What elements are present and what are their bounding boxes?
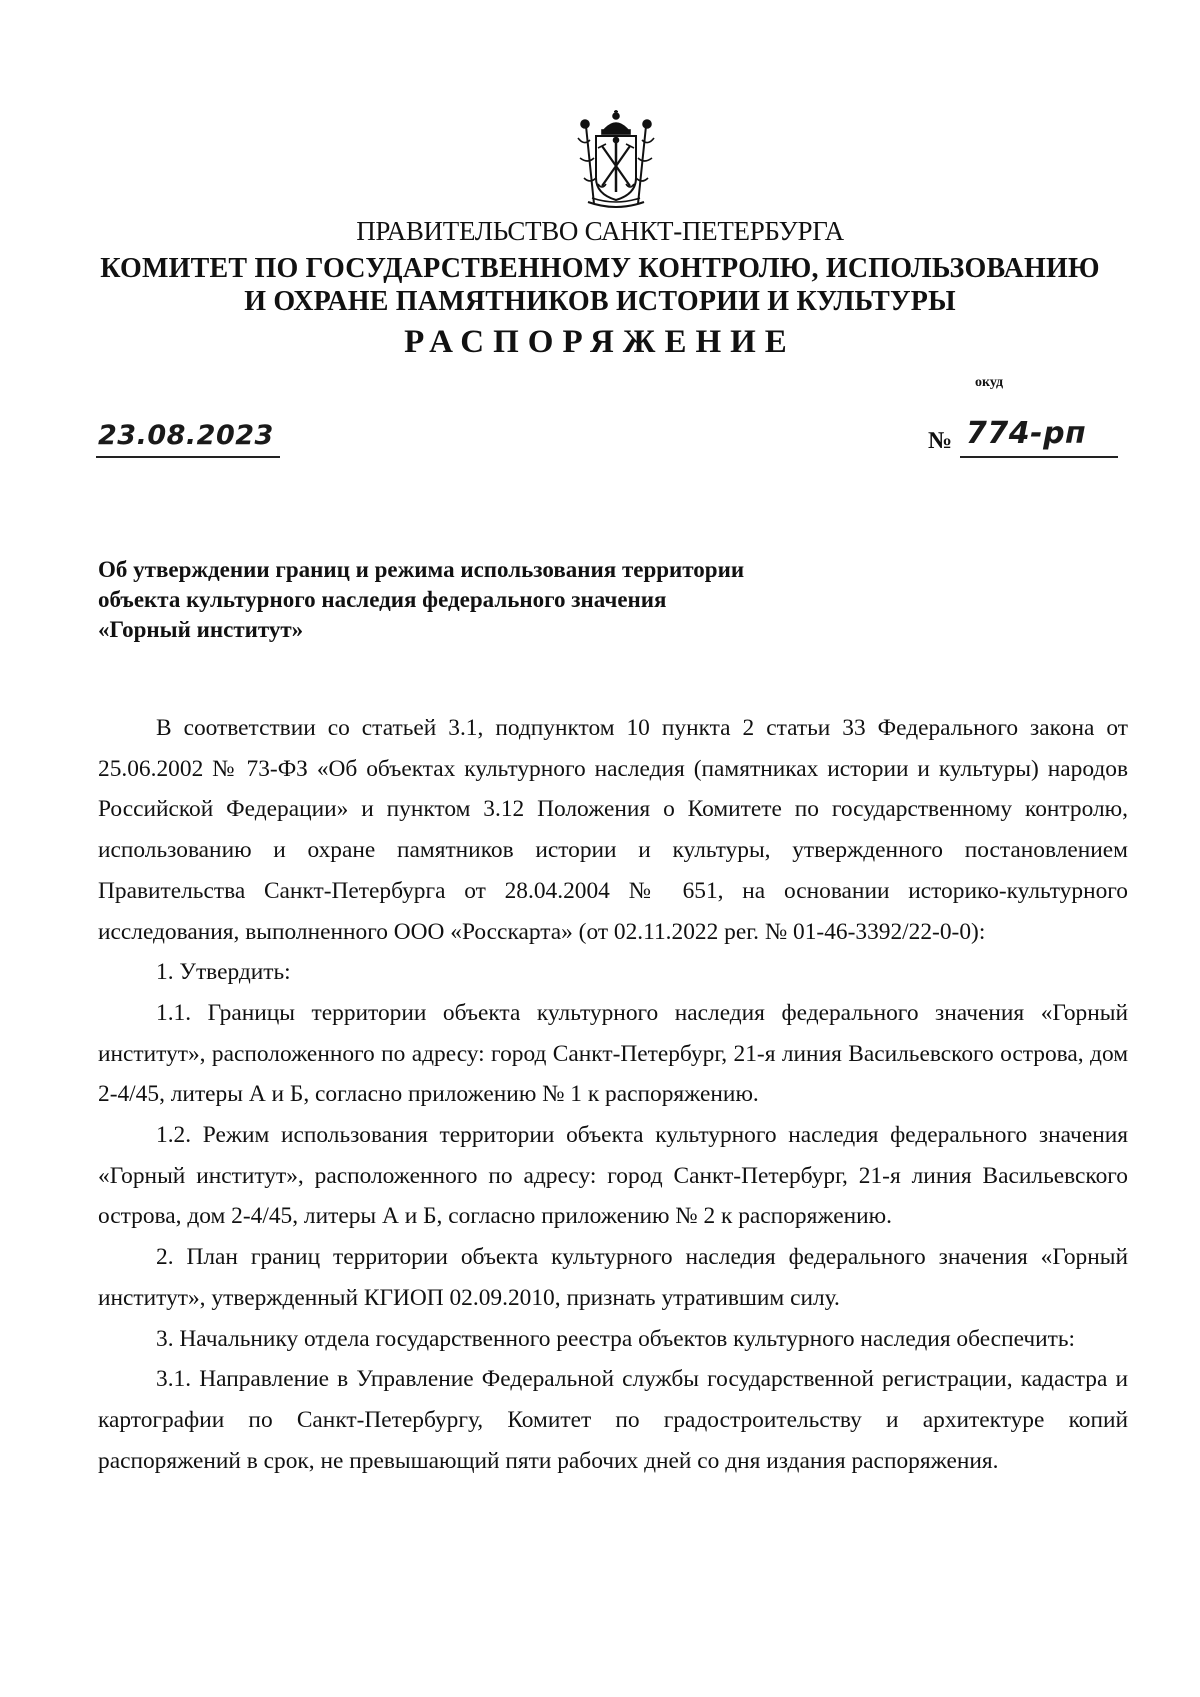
body-paragraph-item-3: 3. Начальнику отдела государственного реестра объектов культурного наследия обеспечить: xyxy=(156,1325,1076,1352)
saint-petersburg-coat-of-arms-icon xyxy=(570,108,662,208)
document-subject xyxy=(98,555,744,645)
body-paragraph-item-1-2: 1.2. Режим использования территории объекта культурного наследия федерального значения «Горный институт», расположенного по адресу: город Санкт-Петербург, 21-я линия Васильевского острова, дом 2-4/45, литеры А и Б, согласно приложению № 2 к распоряжению. xyxy=(98,1122,1128,1230)
document-body xyxy=(98,708,1128,1481)
number-label: № xyxy=(928,428,953,454)
document-type-title: РАСПОРЯЖЕНИЕ xyxy=(404,324,796,360)
document-date: 23.08.2023 xyxy=(98,420,274,451)
body-paragraph-preamble: В соответствии со статьей 3.1, подпунктом 10 пункта 2 статьи 33 Федерального закона от 25.06.2002 № 73-ФЗ «Об объектах культурного наследия (памятниках истории и культуры) народов Российской Федерации» и пунктом 3.12 Положения о Комитете по государственному контролю, использованию и охране памятников истории и культуры, утвержденного постановлением Правительства Санкт-Петербурга от 28.04.2004 № 651, на основании историко-культурного исследования, выполненного ООО «Росскарта» (от 02.11.2022 рег. № 01-46-3392/22-0-0): xyxy=(98,715,1128,945)
number-field xyxy=(960,416,1118,458)
committee-name-line-2: И ОХРАНЕ ПАМЯТНИКОВ ИСТОРИИ И КУЛЬТУРЫ xyxy=(244,286,956,317)
document-number: 774-рп xyxy=(966,416,1087,451)
body-paragraph-item-1-1: 1.1. Границы территории объекта культурного наследия федерального значения «Горный институт», расположенного по адресу: город Санкт-Петербург, 21-я линия Васильевского острова, дом 2-4/45, литеры А и Б, согласно приложению № 1 к распоряжению. xyxy=(98,999,1128,1108)
okud-label: окуд xyxy=(975,375,1004,390)
body-paragraph-item-1: 1. Утвердить: xyxy=(156,959,291,986)
subject-line: «Горный институт» xyxy=(98,617,304,642)
government-name: ПРАВИТЕЛЬСТВО САНКТ-ПЕТЕРБУРГА xyxy=(356,216,844,246)
subject-line: Об утверждении границ и режима использования территории xyxy=(98,557,745,582)
body-paragraph-item-3-1: 3.1. Направление в Управление Федеральной службы государственной регистрации, кадастра и картографии по Санкт-Петербургу, Комитет по градостроительству и архитектуре копий распоряжений в срок, не превышающий пяти рабочих дней со дня издания распоряжения. xyxy=(98,1366,1128,1474)
date-field xyxy=(96,420,280,458)
committee-name-line-1: КОМИТЕТ ПО ГОСУДАРСТВЕННОМУ КОНТРОЛЮ, ИСПОЛЬЗОВАНИЮ xyxy=(100,253,1100,284)
body-paragraph-item-2: 2. План границ территории объекта культурного наследия федерального значения «Горный институт», утвержденный КГИОП 02.09.2010, признать утратившим силу. xyxy=(98,1244,1128,1311)
subject-line: объекта культурного наследия федерального значения xyxy=(98,587,667,612)
